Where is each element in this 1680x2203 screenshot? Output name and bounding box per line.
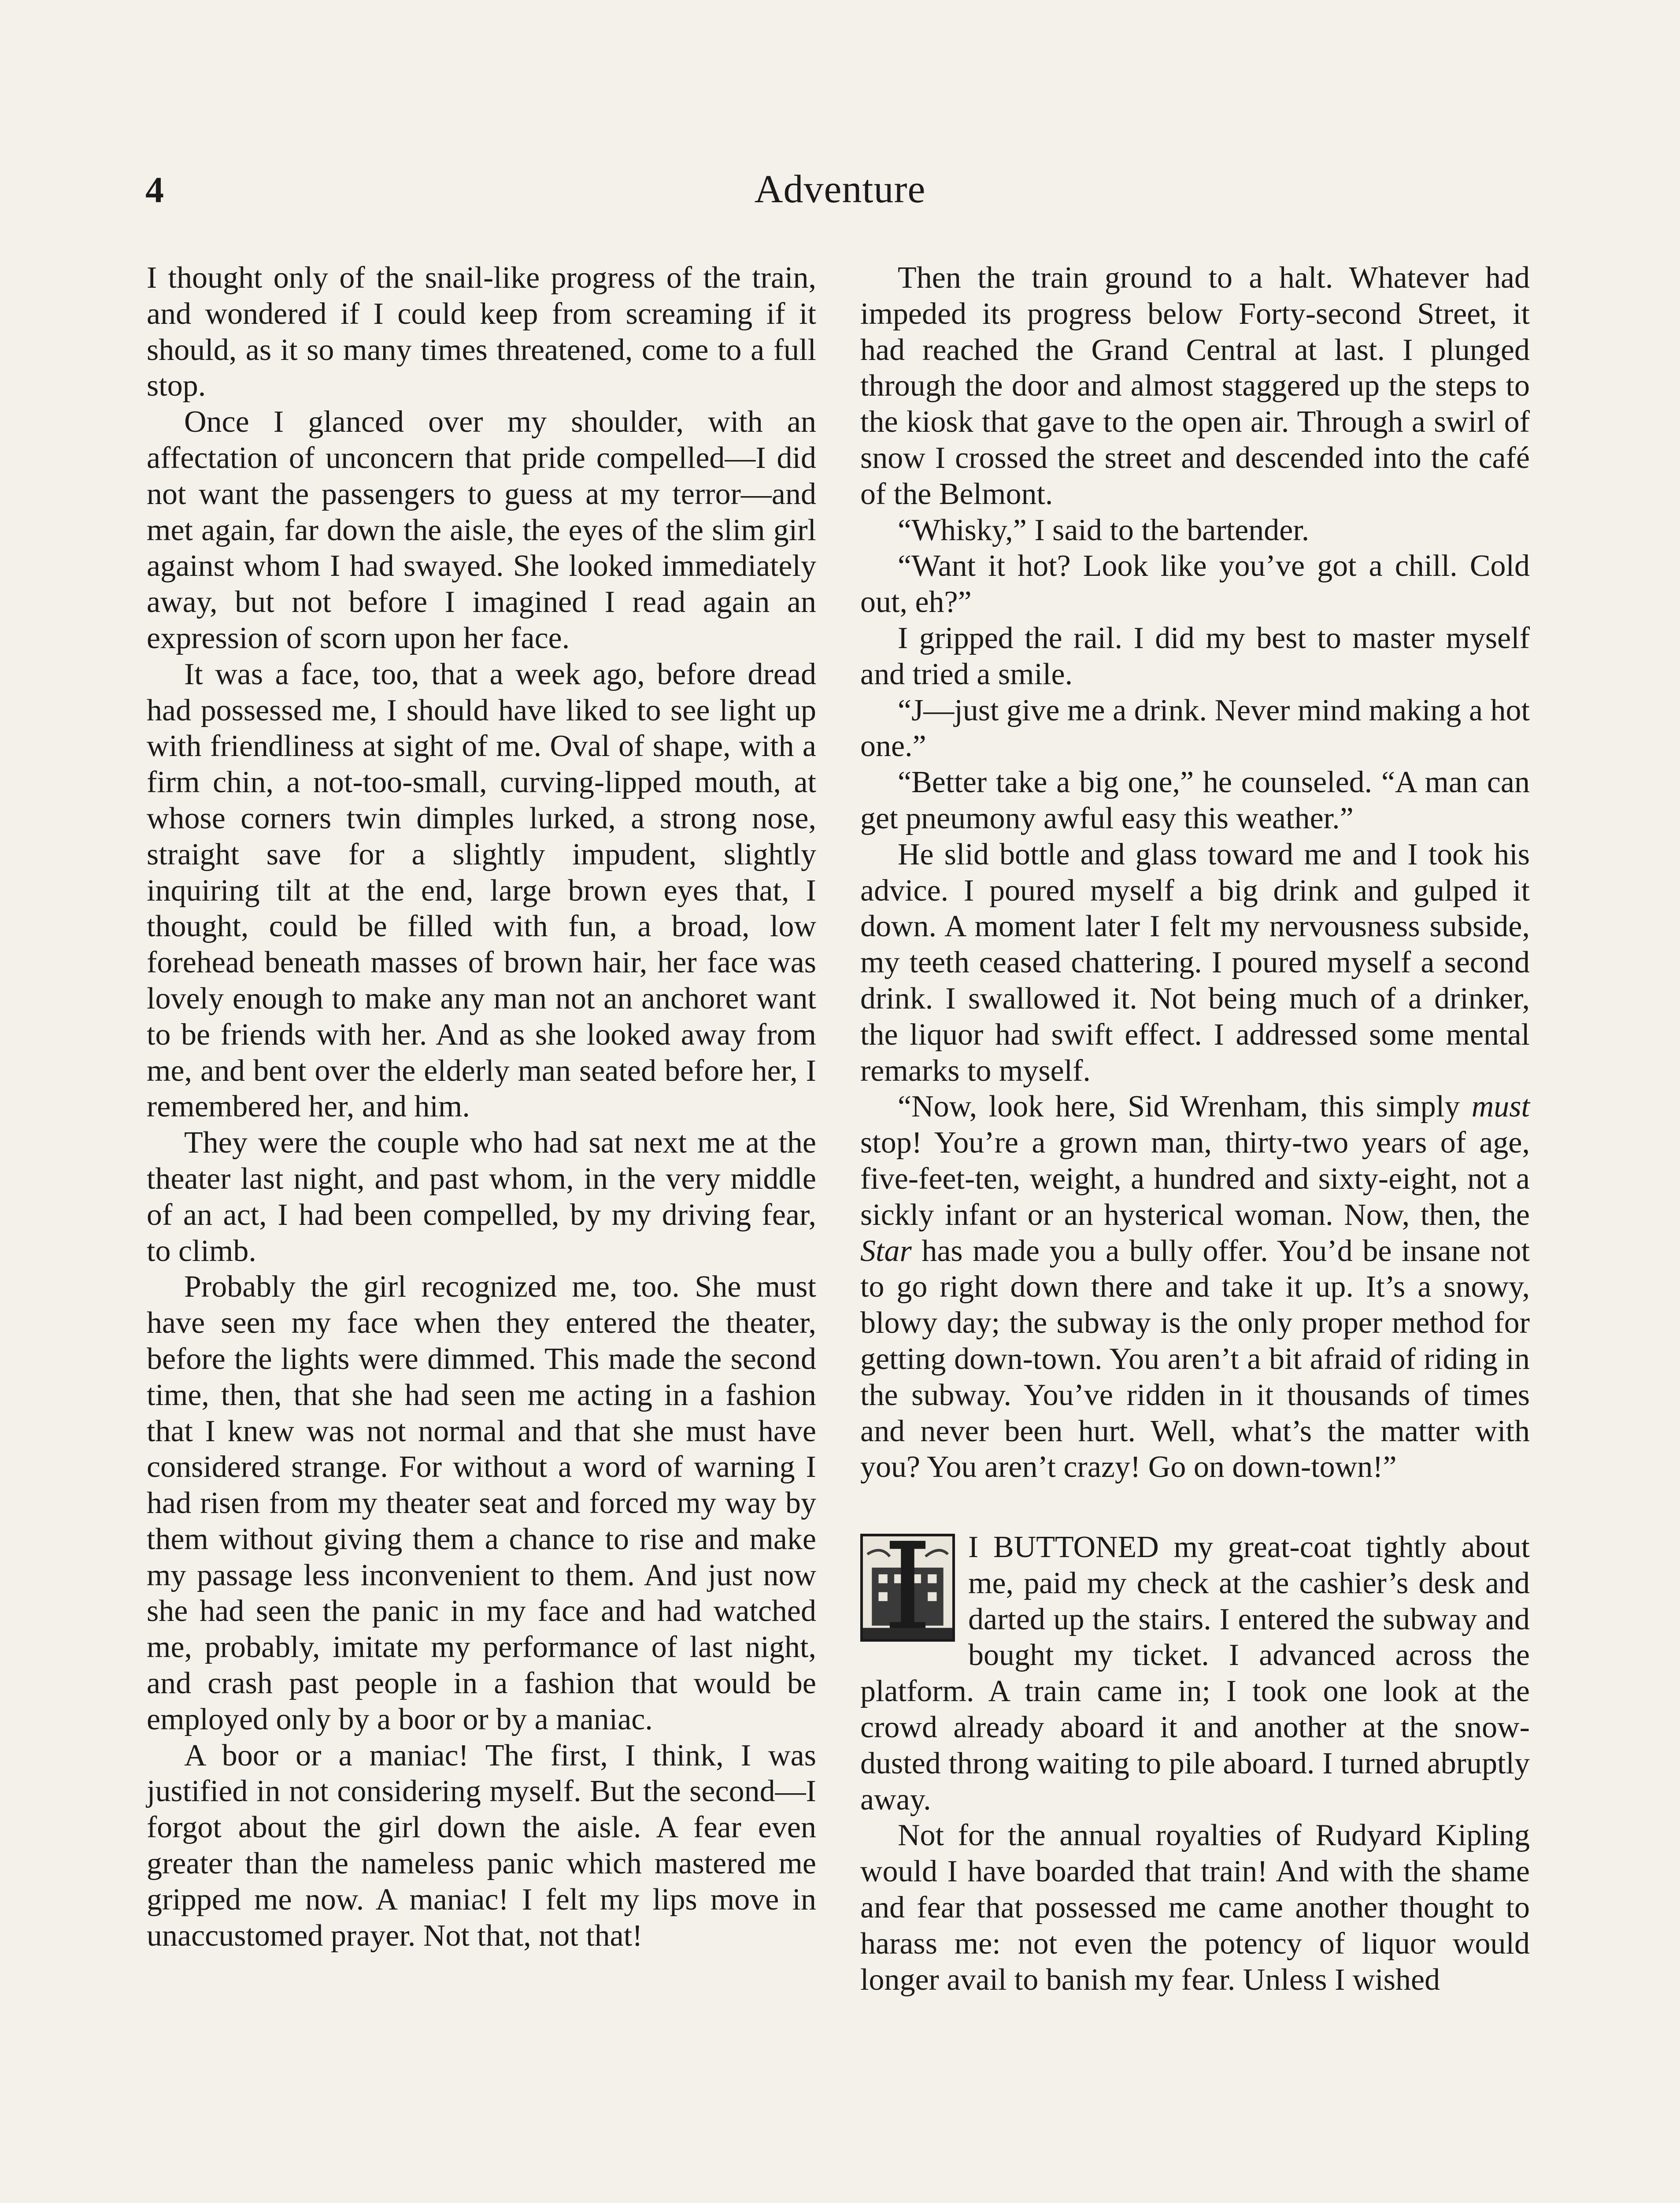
paragraph: Not for the annual royalties of Rudyard Kipling would I have boarded that train! And with the shame and fear that possessed me came another thought to harass me: not even the potency of liquor would longer avail to banish my fear. Unless I wished: [860, 1818, 1530, 1997]
paragraph: “Better take a big one,” he counseled. “A man can get pneumony awful easy this weather.”: [860, 765, 1530, 835]
paragraph: “Want it hot? Look like you’ve got a chill. Cold out, eh?”: [860, 549, 1530, 619]
paragraph: I thought only of the snail-like progress of the train, and wondered if I could keep from screaming if it should, as it so many times threatened, come to a full stop.: [147, 261, 816, 403]
paragraph: Once I glanced over my shoulder, with an affectation of unconcern that pride compelled—I did not want the passengers to guess at my terror—and met again, far down the aisle, the eyes of the slim girl against whom I had swayed. She looked immediately away, but not before I imagined I read again an expression of scorn upon her face.: [147, 405, 816, 655]
paragraph: Then the train ground to a halt. Whatever had impeded its progress below Forty-second Street, it had reached the Grand Central at last. I plunged through the door and almost staggered up the steps to the kiosk that gave to the open air. Through a swirl of snow I crossed the street and descended into the café of the Belmont.: [860, 261, 1530, 511]
paragraph: He slid bottle and glass toward me and I took his advice. I poured myself a big drink and gulped it down. A moment later I felt my nervousness subside, my teeth ceased chattering. I poured myself a second drink. I swallowed it. Not being much of a drinker, the liquor had swift effect. I addressed some mental remarks to myself.: [860, 837, 1530, 1088]
paragraph: “Whisky,” I said to the bartender.: [898, 513, 1310, 547]
speech-paragraph: [860, 1089, 1530, 1485]
emphasis: must: [1471, 1090, 1530, 1124]
page-number: 4: [145, 170, 164, 211]
speech-text: “Now, look here, Sid Wrenham, this simply: [898, 1090, 1472, 1124]
paragraph: Probably the girl recognized me, too. She must have seen my face when they entered the theater, before the lights were dimmed. This made the second time, then, that she had seen me acting in a fashion that I knew was not normal and that she must have considered strange. For without a word of warning I had risen from my theater seat and forced my way by them without giving them a chance to rise and make my passage less inconvenient to them. And just now she had seen the panic in my face and had watched me, probably, imitate my performance of last night, and crash past people in a fashion that would be employed only by a boor or by a maniac.: [147, 1270, 816, 1736]
illustrated-initial-I-icon: [860, 1534, 955, 1642]
speech-text: stop! You’re a grown man, thirty-two years of age, five-feet-ten, weight, a hundred and sixty-eight, not a sickly infant or an hysterical woman. Now, then, the: [860, 1126, 1530, 1232]
left-column: [147, 260, 816, 1954]
paragraph: “J—just give me a drink. Never mind making a hot one.”: [860, 693, 1530, 764]
paragraph: They were the couple who had sat next me at the theater last night, and past whom, in the very middle of an act, I had been compelled, by my driving fear, to climb.: [147, 1126, 816, 1268]
speech-text: has made you a bully offer. You’d be insane not to go right down there and take it up. It’s a snowy, blowy day; the subway is the only proper method for getting down-town. You aren’t a bit afraid of riding in the subway. You’ve ridden in it thousands of times and never been hurt. Well, what’s the matter with you? You aren’t crazy! Go on down-town!”: [860, 1234, 1530, 1484]
paragraph: It was a face, too, that a week ago, before dread had possessed me, I should have liked to see light up with friendliness at sight of me. Oval of shape, with a firm chin, a not-too-small, curving-lipped mouth, at whose corners twin dimples lurked, a strong nose, straight save for a slightly impudent, slightly inquiring tilt at the end, large brown eyes that, I thought, could be filled with fun, a broad, low forehead beneath masses of brown hair, her face was lovely enough to make any man not an anchoret want to be friends with her. And as she looked away from me, and bent over the elderly man seated before her, I remembered her, and him.: [147, 657, 816, 1124]
right-column: [860, 260, 1530, 1998]
running-head: Adventure: [754, 167, 926, 211]
paragraph: A boor or a maniac! The first, I think, I was justified in not considering myself. But the second—I forgot about the girl down the aisle. A fear even greater than the nameless panic which mastered me gripped me now. A maniac! I felt my lips move in unaccustomed prayer. Not that, not that!: [147, 1738, 816, 1953]
section-opening-text: I BUTTONED my great-coat tightly about me, paid my check at the cashier’s desk and darted up the stairs. I entered the subway and bought my ticket. I advanced across the platform. A train came in; I took one look at the crowd already aboard it and another at the snow-dusted throng waiting to pile aboard. I turned abruptly away.: [860, 1530, 1530, 1817]
paragraph: I gripped the rail. I did my best to master myself and tried a smile.: [860, 621, 1530, 691]
section-opening-paragraph: [860, 1529, 1530, 1817]
emphasis: Star: [860, 1234, 912, 1268]
